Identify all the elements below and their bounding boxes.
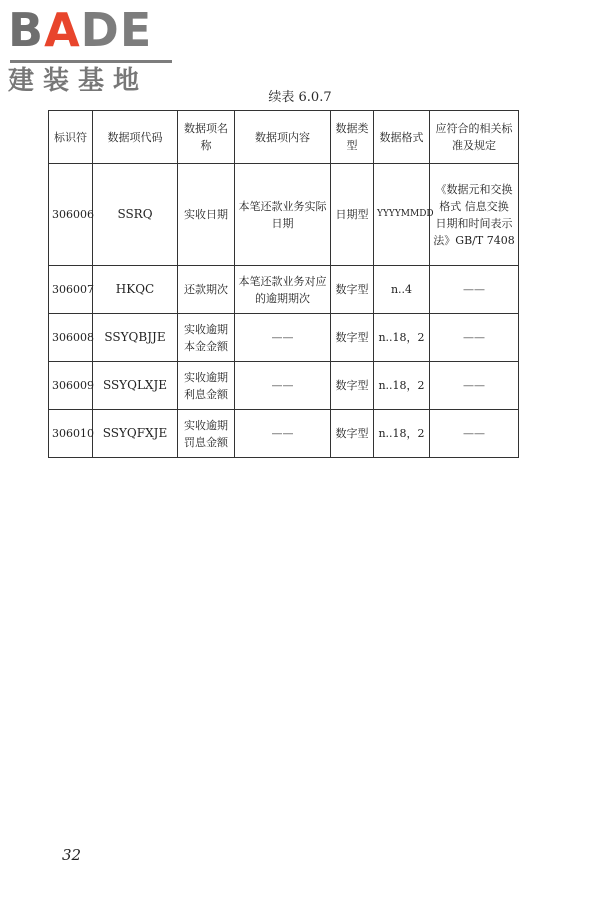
cell-standard: —— xyxy=(430,266,519,314)
cell-format: n..18，2 xyxy=(374,314,430,362)
cell-format: n..18，2 xyxy=(374,410,430,458)
table-row xyxy=(49,362,519,410)
cell-standard: —— xyxy=(430,410,519,458)
header-format: 数据格式 xyxy=(374,111,430,164)
cell-id: 306006 xyxy=(49,164,93,266)
cell-id: 306009 xyxy=(49,362,93,410)
cell-type: 数字型 xyxy=(331,314,374,362)
cell-type: 日期型 xyxy=(331,164,374,266)
cell-name: 实收逾期本金金额 xyxy=(178,314,235,362)
bade-logo xyxy=(8,3,183,96)
header-type: 数据类型 xyxy=(331,111,374,164)
data-table xyxy=(48,110,519,458)
logo-chinese-text: 建装基地 xyxy=(8,66,149,96)
cell-format: n..4 xyxy=(374,266,430,314)
cell-name: 实收逾期罚息金额 xyxy=(178,410,235,458)
logo-letters-de: DE xyxy=(80,3,153,57)
cell-code: SSYQBJJE xyxy=(93,314,178,362)
header-code: 数据项代码 xyxy=(93,111,178,164)
cell-code: SSYQLXJE xyxy=(93,362,178,410)
cell-standard: —— xyxy=(430,314,519,362)
logo-underline xyxy=(10,60,172,63)
cell-content: 本笔还款业务对应的逾期期次 xyxy=(235,266,331,314)
cell-code: SSYQFXJE xyxy=(93,410,178,458)
cell-content: 本笔还款业务实际日期 xyxy=(235,164,331,266)
cell-name: 实收日期 xyxy=(178,164,235,266)
table-header-row xyxy=(49,111,519,164)
cell-content: —— xyxy=(235,362,331,410)
cell-format: YYYYMMDD xyxy=(374,164,430,266)
cell-standard: 《数据元和交换格式 信息交换 日期和时间表示法》GB/T 7408 xyxy=(430,164,519,266)
cell-name: 还款期次 xyxy=(178,266,235,314)
header-name: 数据项名称 xyxy=(178,111,235,164)
cell-code: SSRQ xyxy=(93,164,178,266)
cell-id: 306008 xyxy=(49,314,93,362)
logo-letter-a: A xyxy=(44,3,81,57)
cell-type: 数字型 xyxy=(331,362,374,410)
cell-type: 数字型 xyxy=(331,410,374,458)
header-id: 标识符 xyxy=(49,111,93,164)
logo-letter-b: B xyxy=(8,3,45,57)
logo-wordmark xyxy=(8,3,153,57)
cell-type: 数字型 xyxy=(331,266,374,314)
table-row xyxy=(49,314,519,362)
header-content: 数据项内容 xyxy=(235,111,331,164)
cell-format: n..18，2 xyxy=(374,362,430,410)
cell-id: 306010 xyxy=(49,410,93,458)
page-number: 32 xyxy=(62,846,82,864)
table-caption: 续表 6.0.7 xyxy=(268,90,332,105)
cell-content: —— xyxy=(235,410,331,458)
table-row xyxy=(49,410,519,458)
cell-code: HKQC xyxy=(93,266,178,314)
cell-content: —— xyxy=(235,314,331,362)
table-row xyxy=(49,164,519,266)
header-standard: 应符合的相关标准及规定 xyxy=(430,111,519,164)
cell-id: 306007 xyxy=(49,266,93,314)
cell-standard: —— xyxy=(430,362,519,410)
cell-name: 实收逾期利息金额 xyxy=(178,362,235,410)
table-row xyxy=(49,266,519,314)
